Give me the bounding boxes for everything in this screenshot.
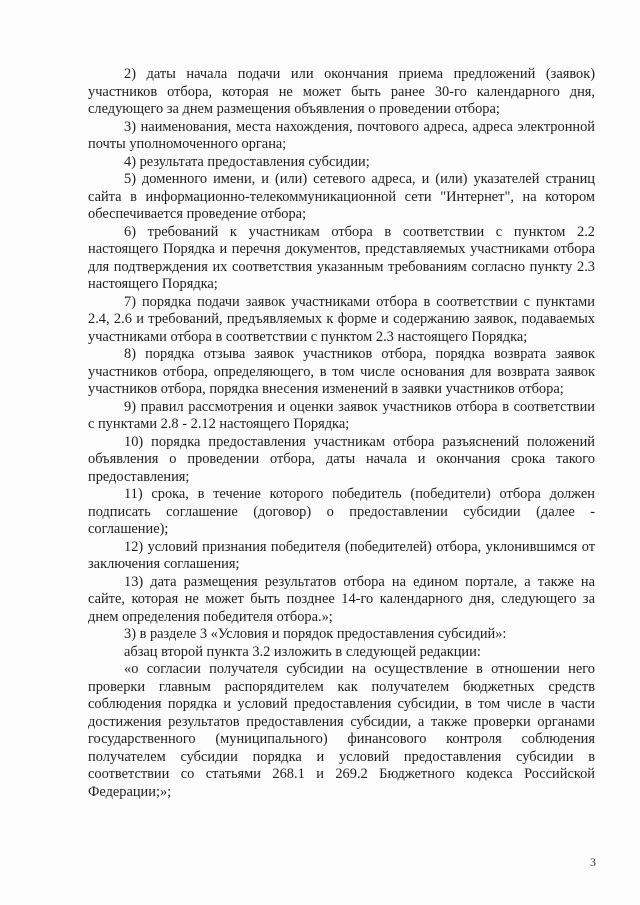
paragraph-item-13: 13) дата размещения результатов отбора на едином портале, а также на сайте, которая не может быть позднее 14-го календарного дня, следующего за днем определения победителя отбора.»; [88, 573, 595, 625]
paragraph-item-11: 11) срока, в течение которого победитель (победители) отбора должен подписать соглашение (договор) о предоставлении субсидии (далее - соглашение); [88, 486, 595, 537]
clause-3-2-instruction: абзац второй пункта 3.2 изложить в следующей редакции: [124, 643, 481, 660]
paragraph-item-3: 3) наименования, места нахождения, почтового адреса, адреса электронной почты уполномоченного органа; [88, 118, 595, 152]
paragraph-item-10: 10) порядка предоставления участникам отбора разъяснений положений объявления о проведении отбора, даты начала и окончания срока такого предоставления; [88, 433, 595, 485]
paragraph-item-5: 5) доменного имени, и (или) сетевого адреса, и (или) указателей страниц сайта в информационно-телекоммуникационной сети "Интернет", на котором обеспечивается проведение отбора; [88, 171, 595, 222]
section-3-amendment: 3) в разделе 3 «Условия и порядок предоставления субсидий»: [124, 626, 507, 642]
paragraph-item-12: 12) условий признания победителя (победителей) отбора, уклонившимся от заключения соглашения; [88, 538, 595, 572]
paragraph-item-7: 7) порядка подачи заявок участниками отбора в соответствии с пунктами 2.4, 2.6 и требований, предъявляемых к форме и содержанию заявок, подаваемых участниками отбора в соответствии с пунктом 2.3 настоящего Порядка; [88, 293, 595, 345]
page-number: 3 [590, 855, 596, 869]
paragraph-item-2: 2) даты начала подачи или окончания приема предложений (заявок) участников отбора, которая не может быть ранее 30-го календарного дня, следующего за днем размещения объявления о проведении отбора; [88, 66, 595, 117]
paragraph-item-6: 6) требований к участникам отбора в соответствии с пунктом 2.2 настоящего Порядка и перечня документов, представляемых участниками отбора для подтверждения их соответствия указанным требованиям согласно пункту 2.3 настоящего Порядка; [88, 223, 595, 292]
paragraph-item-8: 8) порядка отзыва заявок участников отбора, порядка возврата заявок участников отбора, определяющего, в том числе основания для возврата заявок участников отбора, порядка внесения изменений в заявки участников отбора; [88, 346, 595, 397]
clause-3-2-new-text: «о согласии получателя субсидии на осуществление в отношении него проверки главным распорядителем как получателем бюджетных средств соблюдения порядка и условий предоставления субсидии, в том числе в части достижения результатов предоставления субсидии, а также проверки органами государственного (муниципального) финансового контроля соблюдения получателем субсидии порядка и условий предоставления субсидии в соответствии со статьями 268.1 и 269.2 Бюджетного кодекса Российской Федерации;»; [88, 661, 595, 800]
document-body [88, 66, 595, 801]
paragraph-item-9: 9) правил рассмотрения и оценки заявок участников отбора в соответствии с пунктами 2.8 - 2.12 настоящего Порядка; [88, 398, 595, 432]
paragraph-item-4: 4) результата предоставления субсидии; [124, 153, 370, 170]
